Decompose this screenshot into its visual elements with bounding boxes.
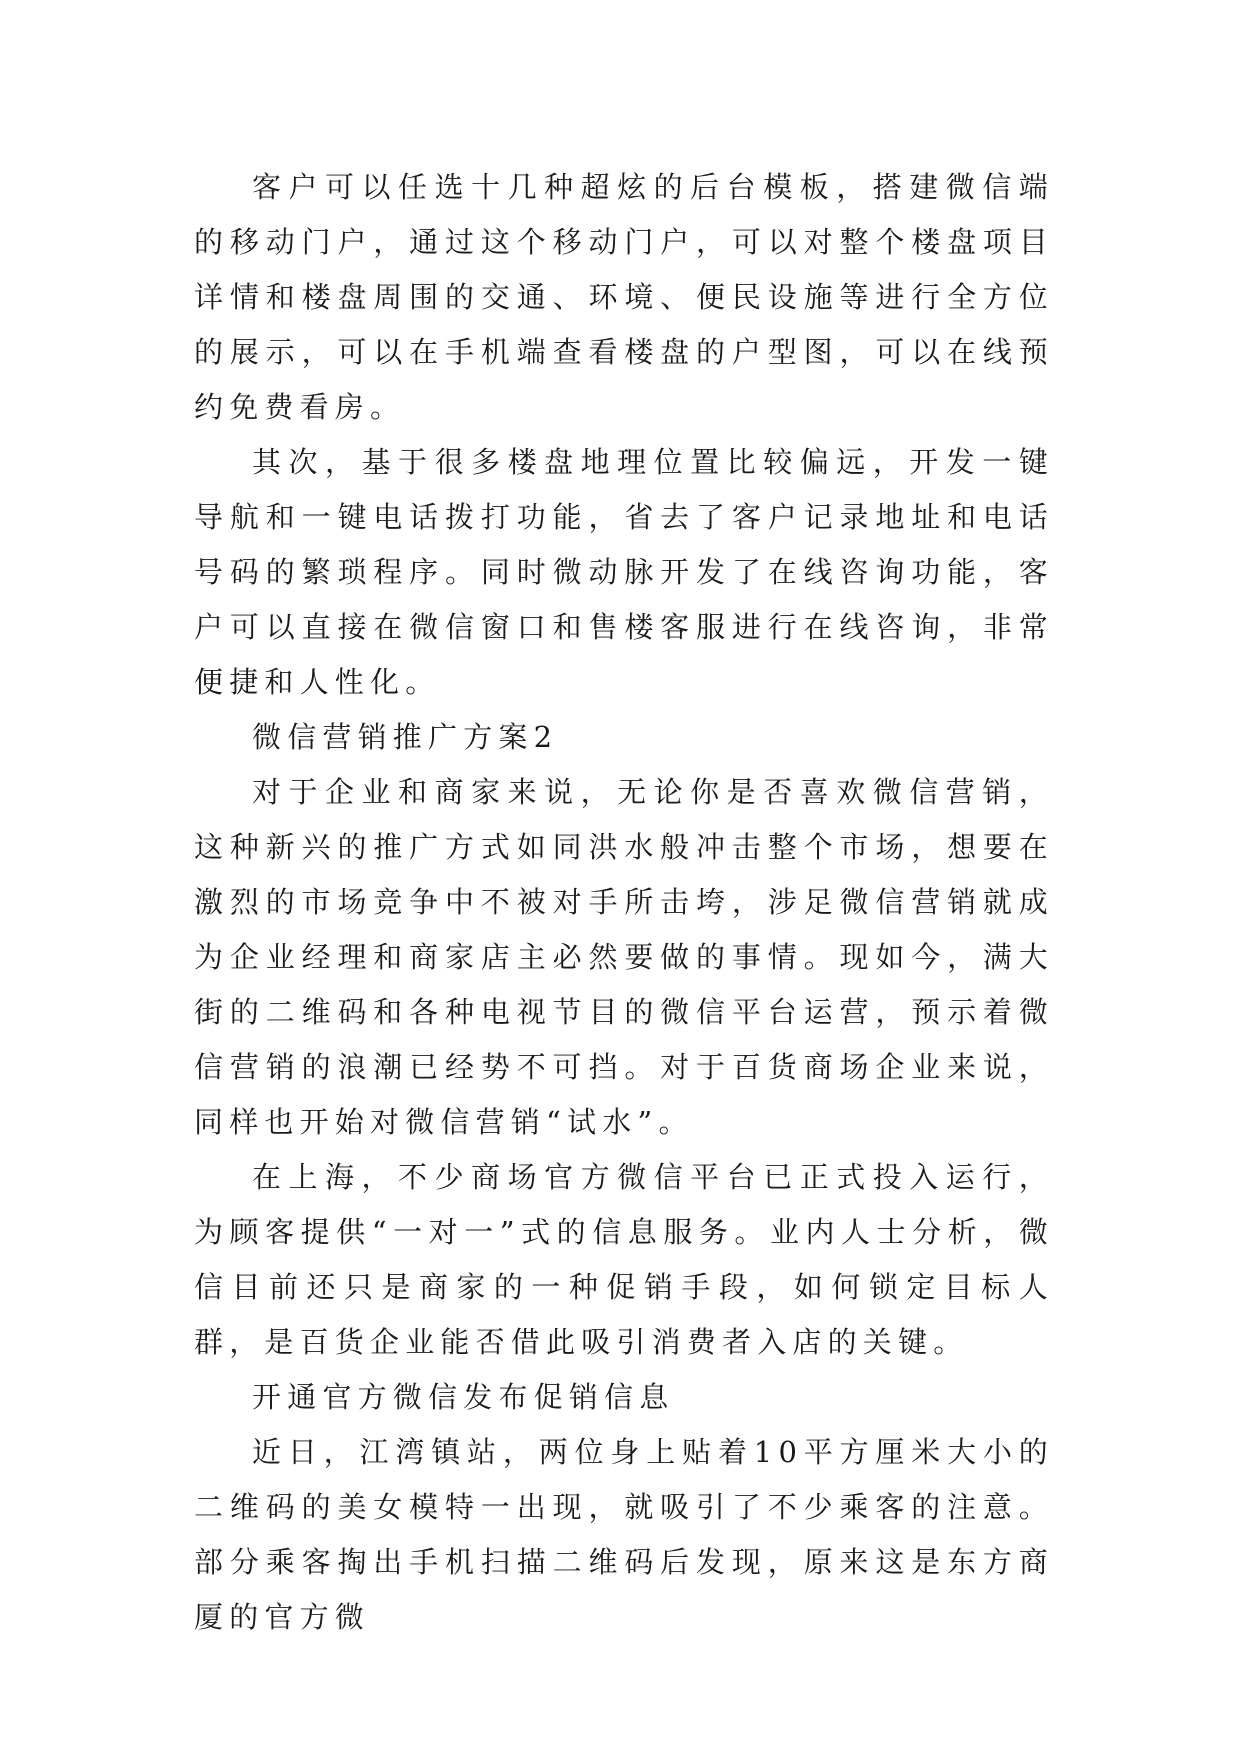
section-heading-plan-2: 微信营销推广方案2 <box>252 720 559 754</box>
paragraph-shanghai-malls: 在上海，不少商场官方微信平台已正式投入运行，为顾客提供“一对一”式的信息服务。业内人士分析，微信目前还只是商家的一种促销手段，如何锁定目标人群，是百货企业能否借此吸引消费者入店的关键。 <box>194 1160 1054 1359</box>
paragraph-qr-code-models: 近日，江湾镇站，两位身上贴着10平方厘米大小的二维码的美女模特一出现，就吸引了不少乘客的注意。部分乘客掏出手机扫描二维码后发现，原来这是东方商厦的官方微 <box>194 1435 1054 1634</box>
section-heading-official-wechat: 开通官方微信发布促销信息 <box>252 1380 675 1414</box>
document-body <box>194 160 1054 1645</box>
paragraph-navigation-feature: 其次，基于很多楼盘地理位置比较偏远，开发一键导航和一键电话拨打功能，省去了客户记录地址和电话号码的繁琐程序。同时微动脉开发了在线咨询功能，客户可以直接在微信窗口和售楼客服进行在线咨询，非常便捷和人性化。 <box>194 445 1054 699</box>
paragraph-real-estate-portal: 客户可以任选十几种超炫的后台模板，搭建微信端的移动门户，通过这个移动门户，可以对整个楼盘项目详情和楼盘周围的交通、环境、便民设施等进行全方位的展示，可以在手机端查看楼盘的户型图，可以在线预约免费看房。 <box>194 170 1054 424</box>
paragraph-wechat-marketing-intro: 对于企业和商家来说，无论你是否喜欢微信营销，这种新兴的推广方式如同洪水般冲击整个市场，想要在激烈的市场竞争中不被对手所击垮，涉足微信营销就成为企业经理和商家店主必然要做的事情。现如今，满大街的二维码和各种电视节目的微信平台运营，预示着微信营销的浪潮已经势不可挡。对于百货商场企业来说，同样也开始对微信营销“试水”。 <box>194 775 1054 1139</box>
